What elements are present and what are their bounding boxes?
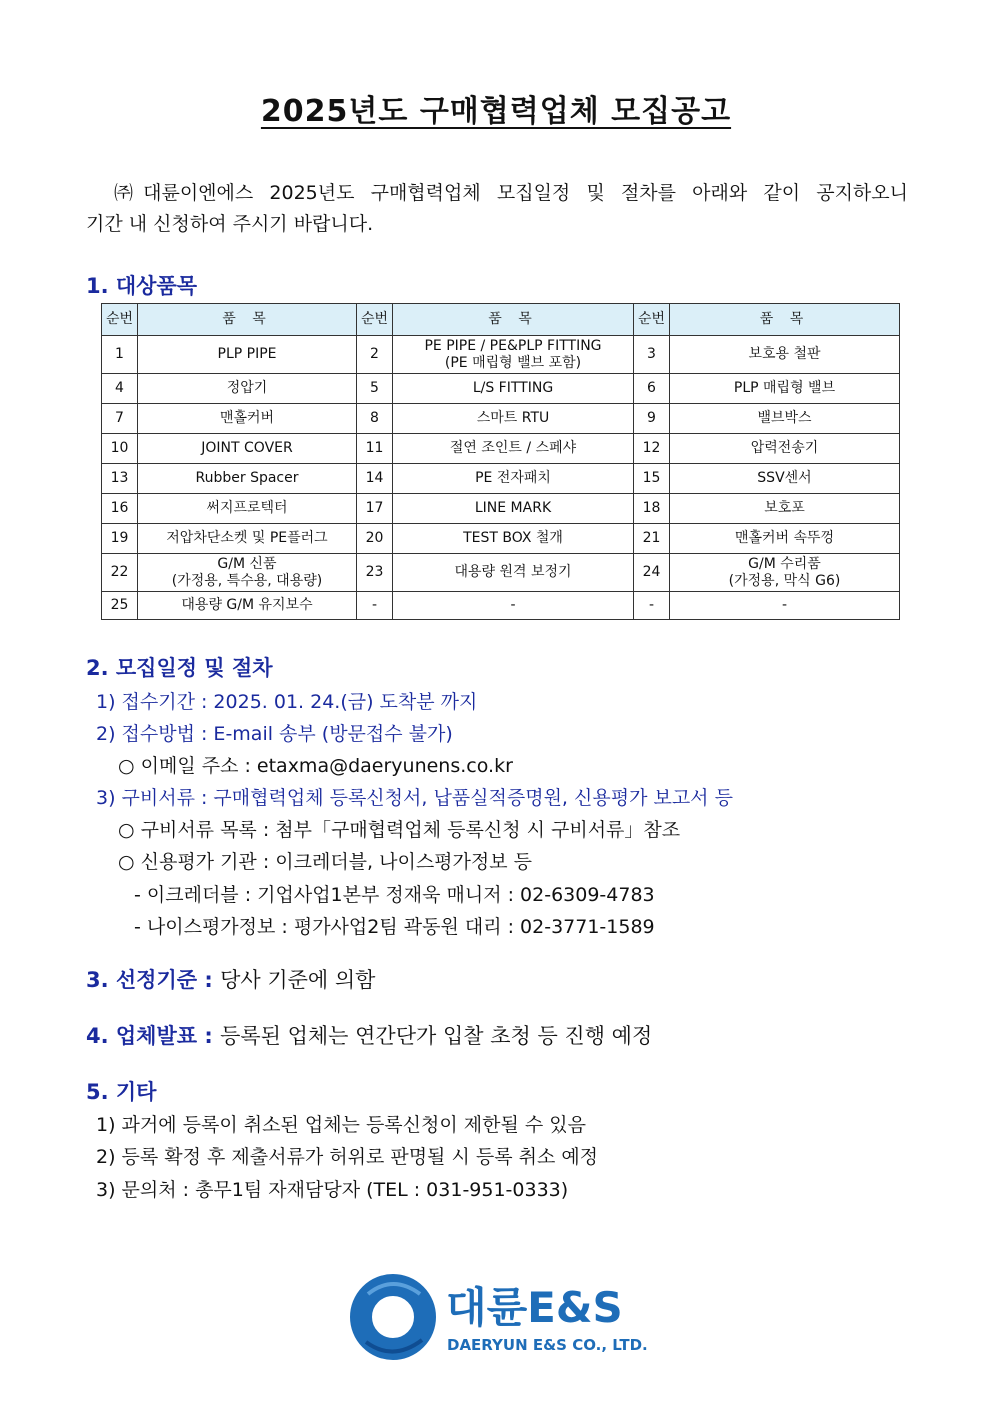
header-item-2: 품 목 bbox=[393, 304, 634, 336]
item-no: 3 bbox=[634, 336, 670, 374]
item-name: 맨홀커버 bbox=[138, 404, 357, 434]
section-4 bbox=[86, 1020, 652, 1050]
item-no: 18 bbox=[634, 494, 670, 524]
item-no: 14 bbox=[357, 464, 393, 494]
company-logo bbox=[348, 1272, 648, 1362]
item-no: 13 bbox=[102, 464, 138, 494]
item-name: 저압차단소켓 및 PE플러그 bbox=[138, 524, 357, 554]
item-name: PLP PIPE bbox=[138, 336, 357, 374]
item-name bbox=[393, 336, 634, 374]
table-row bbox=[102, 336, 900, 374]
item-name: 써지프로텍터 bbox=[138, 494, 357, 524]
email-address: ○ 이메일 주소 : etaxma@daeryunens.co.kr bbox=[118, 755, 513, 777]
header-item-1: 품 목 bbox=[138, 304, 357, 336]
section-2-heading: 2. 모집일정 및 절차 bbox=[86, 656, 273, 680]
item-name: PE 전자패치 bbox=[393, 464, 634, 494]
item-no: 15 bbox=[634, 464, 670, 494]
misc-item-2: 2) 등록 확정 후 제출서류가 허위로 판명될 시 등록 취소 예정 bbox=[96, 1146, 599, 1168]
items-table bbox=[101, 303, 900, 620]
item-no: - bbox=[357, 592, 393, 620]
item-no: 10 bbox=[102, 434, 138, 464]
item-name: 정압기 bbox=[138, 374, 357, 404]
item-name-line-2: (가정용, 막식 G6) bbox=[728, 572, 841, 589]
section-3-text: 당사 기준에 의함 bbox=[220, 968, 376, 992]
agency-contact-2: - 나이스평가정보 : 평가사업2팀 곽동원 대리 : 02-3771-1589 bbox=[134, 916, 655, 938]
item-name: SSV센서 bbox=[670, 464, 900, 494]
item-name: 스마트 RTU bbox=[393, 404, 634, 434]
page-title: 2025년도 구매협력업체 모집공고 bbox=[260, 94, 732, 129]
header-item-3: 품 목 bbox=[670, 304, 900, 336]
section-3-heading: 3. 선정기준 : bbox=[86, 968, 213, 992]
document-list: ○ 구비서류 목록 : 첨부「구매협력업체 등록신청 시 구비서류」참조 bbox=[118, 819, 681, 841]
item-name-line-2: (PE 매립형 밸브 포함) bbox=[444, 354, 582, 371]
item-no: 1 bbox=[102, 336, 138, 374]
item-no: - bbox=[634, 592, 670, 620]
application-method: 2) 접수방법 : E-mail 송부 (방문접수 불가) bbox=[96, 723, 453, 745]
logo-ring-icon bbox=[348, 1272, 648, 1362]
item-no: 6 bbox=[634, 374, 670, 404]
required-documents: 3) 구비서류 : 구매협력업체 등록신청서, 납품실적증명원, 신용평가 보고서 등 bbox=[96, 787, 733, 809]
logo-subtitle: DAERYUN E&S CO., LTD. bbox=[447, 1336, 648, 1354]
section-3 bbox=[86, 964, 375, 994]
intro-paragraph bbox=[86, 178, 908, 240]
application-period: 1) 접수기간 : 2025. 01. 24.(금) 도착분 까지 bbox=[96, 691, 478, 713]
item-no: 22 bbox=[102, 554, 138, 592]
logo-wordmark: 대륜E&S bbox=[446, 1283, 623, 1332]
item-no: 4 bbox=[102, 374, 138, 404]
item-name: 압력전송기 bbox=[670, 434, 900, 464]
table-row bbox=[102, 554, 900, 592]
item-name: - bbox=[393, 592, 634, 620]
item-name: 대용량 원격 보정기 bbox=[393, 554, 634, 592]
item-no: 17 bbox=[357, 494, 393, 524]
item-name-line-1: G/M 수리품 bbox=[748, 555, 821, 572]
item-name bbox=[138, 554, 357, 592]
table-row bbox=[102, 494, 900, 524]
item-name: 절연 조인트 / 스페샤 bbox=[393, 434, 634, 464]
table-row bbox=[102, 434, 900, 464]
item-name: PLP 매립형 밸브 bbox=[670, 374, 900, 404]
item-no: 19 bbox=[102, 524, 138, 554]
table-row bbox=[102, 464, 900, 494]
item-name: TEST BOX 철개 bbox=[393, 524, 634, 554]
item-no: 24 bbox=[634, 554, 670, 592]
item-no: 25 bbox=[102, 592, 138, 620]
item-no: 5 bbox=[357, 374, 393, 404]
table-row bbox=[102, 374, 900, 404]
item-no: 9 bbox=[634, 404, 670, 434]
section-1-heading: 1. 대상품목 bbox=[86, 274, 198, 298]
item-name: 맨홀커버 속뚜껑 bbox=[670, 524, 900, 554]
item-name bbox=[670, 554, 900, 592]
item-name-line-2: (가정용, 특수용, 대용량) bbox=[171, 572, 323, 589]
item-name: LINE MARK bbox=[393, 494, 634, 524]
agency-contact-1: - 이크레더블 : 기업사업1본부 정재욱 매니저 : 02-6309-4783 bbox=[134, 884, 655, 906]
table-row bbox=[102, 404, 900, 434]
table-header-row bbox=[102, 304, 900, 336]
item-name: JOINT COVER bbox=[138, 434, 357, 464]
header-no-2: 순번 bbox=[357, 304, 393, 336]
section-5-heading: 5. 기타 bbox=[86, 1080, 157, 1104]
item-no: 16 bbox=[102, 494, 138, 524]
item-no: 21 bbox=[634, 524, 670, 554]
item-name: L/S FITTING bbox=[393, 374, 634, 404]
item-name-line-1: PE PIPE / PE&PLP FITTING bbox=[424, 337, 602, 354]
item-no: 11 bbox=[357, 434, 393, 464]
intro-line-2: 기간 내 신청하여 주시기 바랍니다. bbox=[86, 213, 374, 235]
item-no: 2 bbox=[357, 336, 393, 374]
intro-line-1: ㈜대륜이엔에스 2025년도 구매협력업체 모집일정 및 절차를 아래와 같이 공지하오니 bbox=[114, 182, 908, 204]
item-no: 8 bbox=[357, 404, 393, 434]
table-row bbox=[102, 592, 900, 620]
item-name: 대용량 G/M 유지보수 bbox=[138, 592, 357, 620]
section-4-text: 등록된 업체는 연간단가 입찰 초청 등 진행 예정 bbox=[220, 1024, 653, 1048]
item-no: 20 bbox=[357, 524, 393, 554]
misc-item-1: 1) 과거에 등록이 취소된 업체는 등록신청이 제한될 수 있음 bbox=[96, 1114, 586, 1136]
item-name: 밸브박스 bbox=[670, 404, 900, 434]
header-no-3: 순번 bbox=[634, 304, 670, 336]
item-no: 12 bbox=[634, 434, 670, 464]
item-name: 보호포 bbox=[670, 494, 900, 524]
item-name: Rubber Spacer bbox=[138, 464, 357, 494]
item-no: 7 bbox=[102, 404, 138, 434]
item-name: - bbox=[670, 592, 900, 620]
item-no: 23 bbox=[357, 554, 393, 592]
misc-item-3: 3) 문의처 : 총무1팀 자재담당자 (TEL : 031-951-0333) bbox=[96, 1179, 569, 1201]
item-name-line-1: G/M 신품 bbox=[217, 555, 277, 572]
item-name: 보호용 철판 bbox=[670, 336, 900, 374]
section-4-heading: 4. 업체발표 : bbox=[86, 1024, 213, 1048]
credit-agencies: ○ 신용평가 기관 : 이크레더블, 나이스평가정보 등 bbox=[118, 851, 532, 873]
table-row bbox=[102, 524, 900, 554]
header-no-1: 순번 bbox=[102, 304, 138, 336]
